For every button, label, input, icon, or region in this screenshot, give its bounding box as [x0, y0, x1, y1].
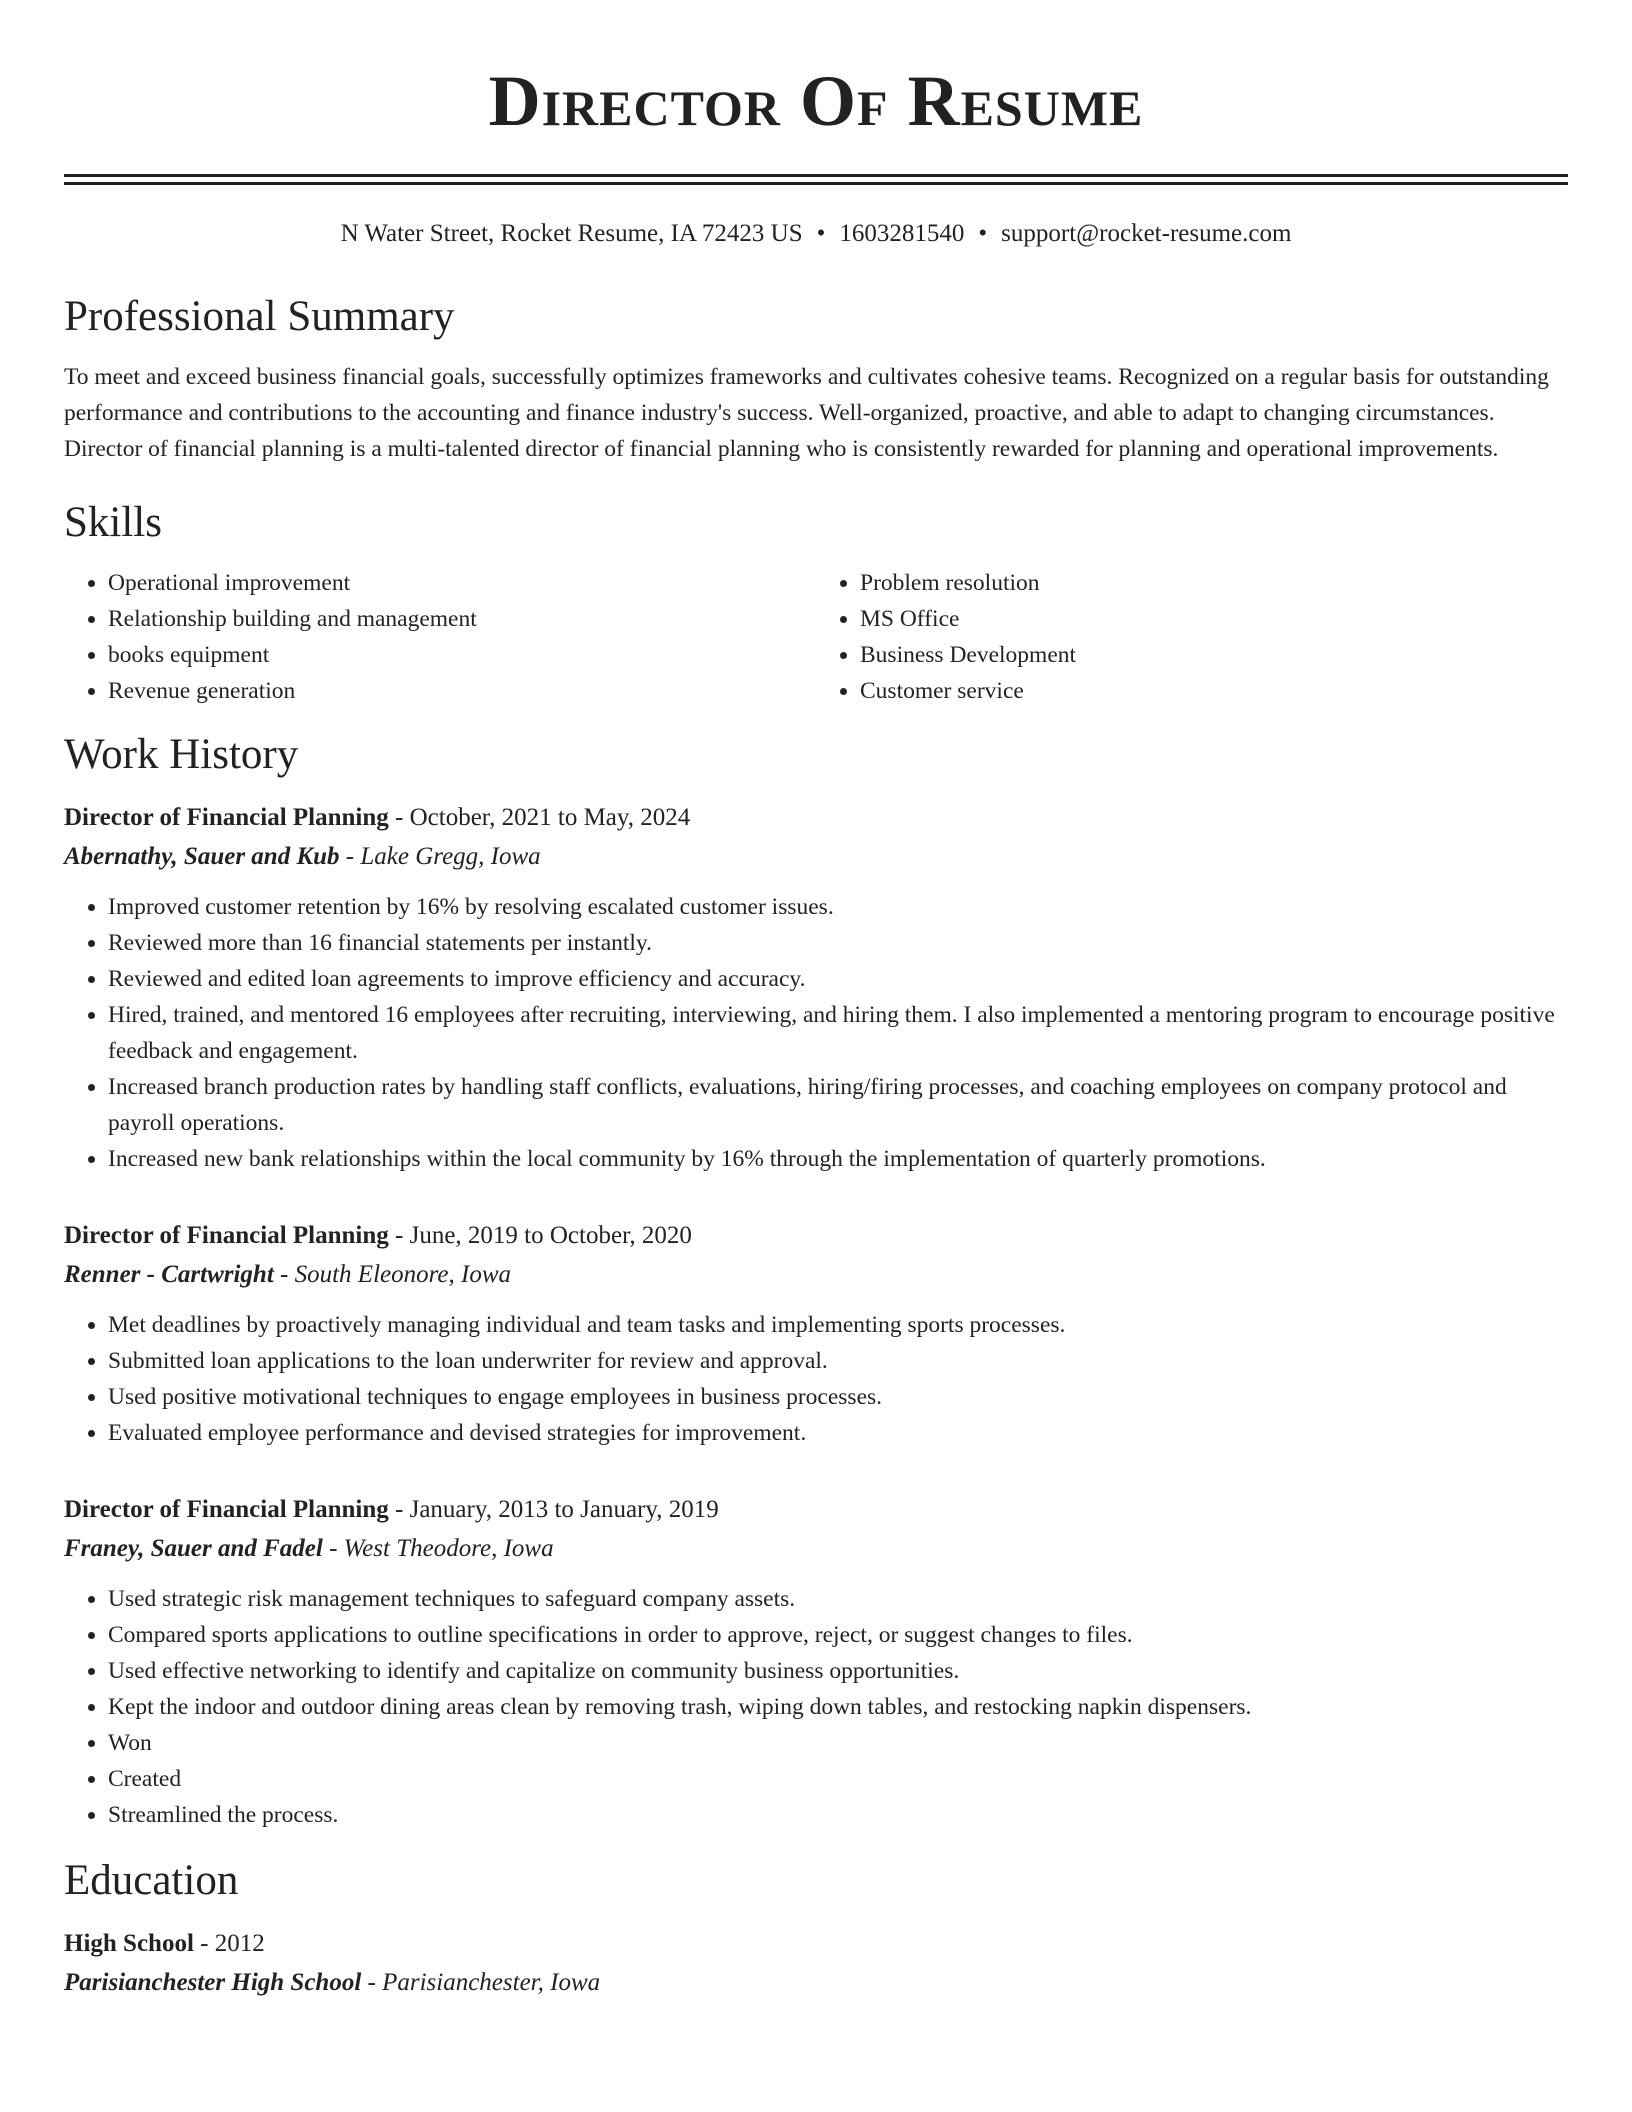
education-section — [64, 1855, 1568, 2003]
contact-line — [64, 217, 1568, 251]
summary-text: To meet and exceed business financial goals, successfully optimizes frameworks and cultivates cohesive teams. Recognized on a regular basis for outstanding performance and contributions to the accounting and finance industry's success. Well-organized, proactive, and able to adapt to changing circumstances. Director of financial planning is a multi-talented director of financial planning who is consistently rewarded for planning and operational improvements. — [64, 364, 1549, 462]
company-line — [64, 837, 1568, 877]
skills-left-list — [64, 565, 816, 709]
school-name: Parisianchester High School — [64, 1969, 362, 1996]
job-bullet: • Compared sports applications to outline specifications in order to approve, reject, or suggest changes to files. — [108, 1617, 1568, 1653]
company-name: Renner - Cartwright — [64, 1261, 274, 1288]
job-bullet: • Used positive motivational techniques to engage employees in business processes. — [108, 1379, 1568, 1415]
job-bullet: • Streamlined the process. — [108, 1797, 1568, 1833]
summary-heading: Professional Summary — [64, 293, 455, 340]
job-entry — [64, 1217, 1568, 1451]
degree: High School — [64, 1930, 194, 1957]
school-location: Parisianchester, Iowa — [382, 1969, 601, 1996]
resume-name: Director Of Resume — [488, 61, 1144, 141]
job-title: Director of Financial Planning — [64, 1496, 389, 1523]
job-bullet: • Evaluated employee performance and devised strategies for improvement. — [108, 1415, 1568, 1451]
job-bullet: • Improved customer retention by 16% by resolving escalated customer issues. — [108, 889, 1568, 925]
work-history-section — [64, 729, 1568, 1833]
skill-item: • books equipment — [108, 637, 816, 673]
header-double-rule — [64, 174, 1568, 185]
dash: - — [388, 804, 410, 831]
job-title: Director of Financial Planning — [64, 1222, 389, 1249]
contact-email: support@rocket-resume.com — [1001, 220, 1292, 247]
job-dates: January, 2013 to January, 2019 — [409, 1496, 719, 1523]
job-bullets — [64, 1307, 1568, 1451]
company-location: Lake Gregg, Iowa — [360, 843, 541, 870]
job-bullet: • Submitted loan applications to the loan underwriter for review and approval. — [108, 1343, 1568, 1379]
job-bullet: • Won — [108, 1725, 1568, 1761]
job-title-line — [64, 1491, 1568, 1529]
summary-section — [64, 291, 1568, 467]
contact-separator: • — [816, 220, 826, 247]
job-bullet: • Used effective networking to identify and capitalize on community business opportunities. — [108, 1653, 1568, 1689]
job-bullet: • Increased new bank relationships within the local community by 16% through the implementation of quarterly promotions. — [108, 1141, 1568, 1177]
job-bullet: • Created — [108, 1761, 1568, 1797]
job-bullet: • Met deadlines by proactively managing individual and team tasks and implementing sports processes. — [108, 1307, 1568, 1343]
dash: - — [193, 1930, 215, 1957]
skills-columns — [64, 565, 1568, 709]
company-location: West Theodore, Iowa — [343, 1535, 554, 1562]
job-dates: June, 2019 to October, 2020 — [409, 1222, 692, 1249]
skill-item: • MS Office — [860, 601, 1568, 637]
skills-right-list — [816, 565, 1568, 709]
dash: - — [388, 1222, 410, 1249]
skill-item: • Customer service — [860, 673, 1568, 709]
job-bullet: • Reviewed more than 16 financial statements per instantly. — [108, 925, 1568, 961]
job-bullets — [64, 1581, 1568, 1833]
degree-line — [64, 1925, 1568, 1963]
job-entry — [64, 1491, 1568, 1833]
job-dates: October, 2021 to May, 2024 — [409, 804, 691, 831]
company-name: Franey, Sauer and Fadel — [64, 1535, 323, 1562]
dash: - — [361, 1969, 383, 1996]
company-line — [64, 1529, 1568, 1569]
skill-item: • Problem resolution — [860, 565, 1568, 601]
company-line — [64, 1255, 1568, 1295]
work-history-heading: Work History — [64, 731, 299, 778]
skill-item: • Business Development — [860, 637, 1568, 673]
skills-heading: Skills — [64, 499, 162, 546]
dash: - — [339, 843, 361, 870]
education-heading: Education — [64, 1857, 239, 1904]
job-title-line — [64, 799, 1568, 837]
job-bullet: • Reviewed and edited loan agreements to improve efficiency and accuracy. — [108, 961, 1568, 997]
dash: - — [273, 1261, 295, 1288]
skills-section — [64, 497, 1568, 709]
dash: - — [388, 1496, 410, 1523]
job-title-line — [64, 1217, 1568, 1255]
job-bullet: • Used strategic risk management techniques to safeguard company assets. — [108, 1581, 1568, 1617]
skill-item: • Operational improvement — [108, 565, 816, 601]
job-bullet: • Kept the indoor and outdoor dining areas clean by removing trash, wiping down tables, and restocking napkin dispensers. — [108, 1689, 1568, 1725]
job-entry — [64, 799, 1568, 1177]
graduation-year: 2012 — [214, 1930, 265, 1957]
company-name: Abernathy, Sauer and Kub — [64, 843, 340, 870]
job-bullet: • Hired, trained, and mentored 16 employees after recruiting, interviewing, and hiring them. I also implemented a mentoring program to encourage positive feedback and engagement. — [108, 997, 1568, 1069]
skill-item: • Revenue generation — [108, 673, 816, 709]
contact-phone: 1603281540 — [839, 220, 965, 247]
job-bullet: • Increased branch production rates by handling staff conflicts, evaluations, hiring/firing processes, and coaching employees on company protocol and payroll operations. — [108, 1069, 1568, 1141]
job-bullets — [64, 889, 1568, 1177]
skill-item: • Relationship building and management — [108, 601, 816, 637]
dash: - — [322, 1535, 344, 1562]
company-location: South Eleonore, Iowa — [294, 1261, 512, 1288]
job-title: Director of Financial Planning — [64, 804, 389, 831]
contact-address: N Water Street, Rocket Resume, IA 72423 US — [340, 220, 803, 247]
education-entry — [64, 1925, 1568, 2003]
school-line — [64, 1963, 1568, 2003]
contact-separator: • — [978, 220, 988, 247]
